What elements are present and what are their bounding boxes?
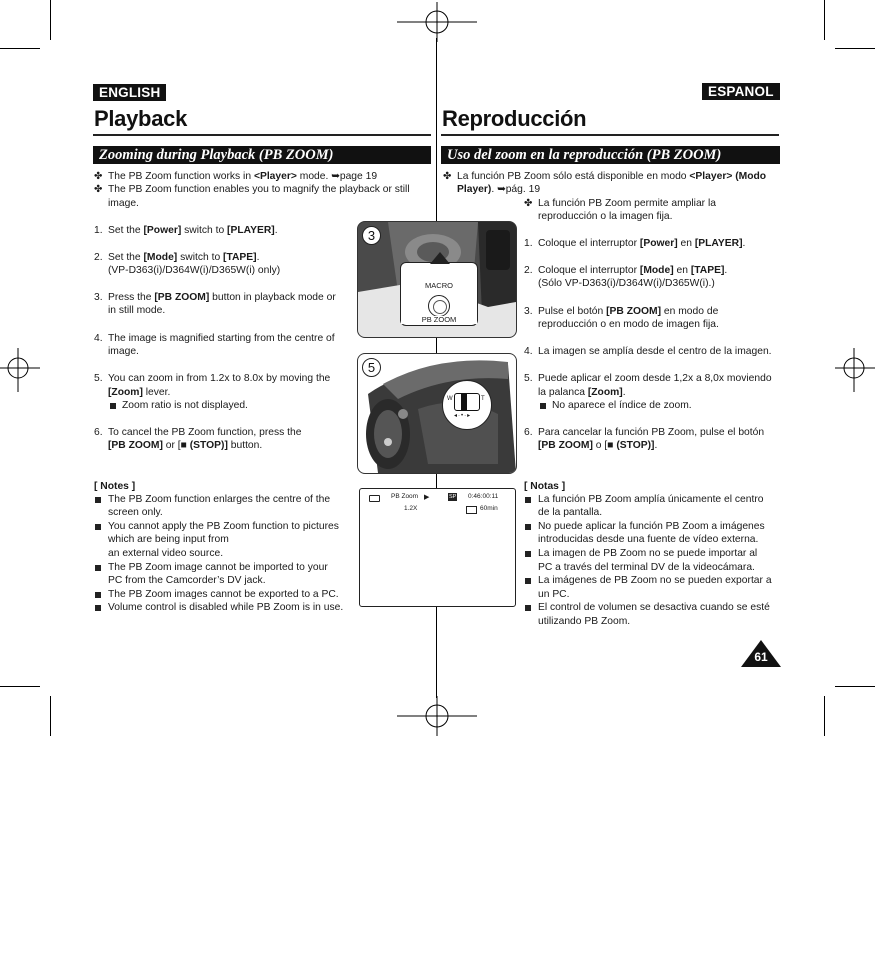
crop-mark: [0, 686, 40, 687]
note-text: La imágenes de PB Zoom no se pueden exportar a: [538, 575, 772, 586]
battery-icon: [369, 495, 380, 502]
note-text: an external video source.: [108, 548, 224, 559]
step-text: The image is magnified starting from the centre of: [108, 333, 335, 344]
figure-3-camcorder-buttons: [357, 221, 517, 338]
step-text: Coloque el interruptor [Power] en [PLAYER].: [538, 238, 746, 249]
step-text: Set the [Mode] switch to [TAPE].: [108, 252, 260, 263]
step-text: in still mode.: [108, 305, 166, 316]
intro-line: The PB Zoom function works in <Player> mode. ➥page 19: [108, 171, 378, 182]
note-text: La imagen de PB Zoom no se puede importar al: [538, 548, 758, 559]
macro-label: MACRO: [425, 281, 453, 290]
step-text: La imagen se amplía desde el centro de la imagen.: [538, 346, 772, 357]
step-subnote: Zoom ratio is not displayed.: [122, 400, 248, 411]
square-bullet-icon: [525, 524, 531, 530]
note-text: de la pantalla.: [538, 507, 603, 518]
intro-line: La función PB Zoom permite ampliar la: [538, 198, 716, 209]
step-text: Press the [PB ZOOM] button in playback mode or: [108, 292, 336, 303]
callout-pointer: [430, 252, 450, 264]
note-text: The PB Zoom image cannot be imported to your: [108, 562, 328, 573]
language-badge-english: ENGLISH: [93, 84, 166, 101]
registration-mark-top: [397, 2, 477, 42]
zoom-lever-icon: [454, 393, 480, 411]
step-text: Para cancelar la función PB Zoom, pulse el botón: [538, 427, 765, 438]
button-callout: [400, 262, 478, 326]
play-icon: ▶: [424, 494, 430, 501]
step-text: You can zoom in from 1.2x to 8.0x by moving the: [108, 373, 331, 384]
square-bullet-icon: [525, 497, 531, 503]
note-text: The PB Zoom images cannot be exported to a PC.: [108, 589, 339, 600]
note-text: utilizando PB Zoom.: [538, 616, 631, 627]
section-title-spanish: Uso del zoom en la reproducción (PB ZOOM): [441, 146, 780, 164]
step-text: (VP-D363(i)/D364W(i)/D365W(i) only): [108, 265, 281, 276]
square-bullet-icon: [540, 403, 546, 409]
step-text: Puede aplicar el zoom desde 1,2x a 8,0x moviendo: [538, 373, 772, 384]
crop-mark: [835, 48, 875, 49]
section-title-english: Zooming during Playback (PB ZOOM): [93, 146, 431, 164]
square-bullet-icon: [95, 605, 101, 611]
step-text: Pulse el botón [PB ZOOM] en modo de: [538, 306, 719, 317]
crop-mark: [824, 0, 825, 40]
square-bullet-icon: [110, 403, 116, 409]
crop-mark: [50, 0, 51, 40]
step-text: To cancel the PB Zoom function, press the: [108, 427, 302, 438]
intro-line: reproducción o la imagen fija.: [538, 211, 673, 222]
step-text: [Zoom] lever.: [108, 387, 171, 398]
step-number: 2.: [94, 252, 103, 263]
crop-mark: [835, 686, 875, 687]
step-text: la palanca [Zoom].: [538, 387, 626, 398]
remaining-time: 60min: [480, 505, 498, 512]
registration-mark-bottom: [397, 696, 477, 736]
sp-badge: SP: [449, 494, 457, 500]
pb-zoom-indicator: PB Zoom: [391, 493, 419, 500]
timecode: 0:46:00:11: [468, 493, 499, 500]
step-number: 4.: [524, 346, 533, 357]
figure-number-3: 3: [362, 226, 381, 245]
note-text: La función PB Zoom amplía únicamente el centro: [538, 494, 764, 505]
note-text: PC a través del terminal DV de la videocámara.: [538, 562, 755, 573]
notes-heading: [ Notes ]: [94, 481, 136, 492]
language-badge-espanol: ESPANOL: [702, 83, 780, 100]
figure-5-zoom-lever: [357, 353, 517, 474]
pb-zoom-label: PB ZOOM: [401, 316, 477, 324]
crop-mark: [0, 48, 40, 49]
square-bullet-icon: [525, 605, 531, 611]
note-text: The PB Zoom function enlarges the centre of the: [108, 494, 331, 505]
step-number: 5.: [94, 373, 103, 384]
step-number: 2.: [524, 265, 533, 276]
notes-heading: [ Notas ]: [524, 481, 566, 492]
step-number: 1.: [524, 238, 533, 249]
cross-bullet-icon: ✤: [524, 198, 533, 209]
step-number: 3.: [524, 306, 533, 317]
note-text: introducidas desde una fuente de vídeo externa.: [538, 534, 759, 545]
square-bullet-icon: [525, 578, 531, 584]
step-number: 1.: [94, 225, 103, 236]
cross-bullet-icon: ✤: [443, 171, 452, 182]
title-rule-right: [441, 134, 779, 136]
square-bullet-icon: [525, 551, 531, 557]
step-number: 5.: [524, 373, 533, 384]
step-text: Set the [Power] switch to [PLAYER].: [108, 225, 278, 236]
page-title-spanish: Reproducción: [442, 106, 587, 131]
cross-bullet-icon: ✤: [94, 184, 103, 195]
crop-mark: [824, 696, 825, 736]
title-rule-left: [93, 134, 431, 136]
note-text: Volume control is disabled while PB Zoom is in use.: [108, 602, 344, 613]
step-text: [PB ZOOM] or [■ (STOP)] button.: [108, 440, 263, 451]
lcd-display: [359, 488, 516, 607]
step-number: 3.: [94, 292, 103, 303]
step-number: 6.: [524, 427, 533, 438]
step-text: [PB ZOOM] o [■ (STOP)].: [538, 440, 658, 451]
square-bullet-icon: [95, 524, 101, 530]
intro-line: Player). ➥pág. 19: [457, 184, 541, 195]
zoom-ratio: 1.2X: [404, 505, 418, 512]
step-text: reproducción o en modo de imagen fija.: [538, 319, 719, 330]
step-subnote: No aparece el índice de zoom.: [552, 400, 692, 411]
note-text: No puede aplicar la función PB Zoom a imágenes: [538, 521, 765, 532]
intro-line: The PB Zoom function enables you to magnify the playback or still: [108, 184, 410, 195]
page-title-english: Playback: [94, 106, 188, 131]
step-number: 4.: [94, 333, 103, 344]
square-bullet-icon: [95, 497, 101, 503]
intro-line: image.: [108, 198, 139, 209]
zoom-lever-callout: W T ◂·•·▸: [442, 380, 492, 430]
cross-bullet-icon: ✤: [94, 171, 103, 182]
registration-mark-left: [0, 348, 40, 392]
square-bullet-icon: [95, 592, 101, 598]
pb-zoom-button-icon: [428, 295, 450, 317]
note-text: screen only.: [108, 507, 163, 518]
note-text: You cannot apply the PB Zoom function to pictures: [108, 521, 339, 532]
note-text: un PC.: [538, 589, 570, 600]
note-text: PC from the Camcorder’s DV jack.: [108, 575, 266, 586]
registration-mark-right: [835, 348, 875, 392]
figure-number-5: 5: [362, 358, 381, 377]
tape-icon: [466, 506, 477, 514]
step-text: Coloque el interruptor [Mode] en [TAPE].: [538, 265, 728, 276]
step-number: 6.: [94, 427, 103, 438]
note-text: which are being input from: [108, 534, 229, 545]
square-bullet-icon: [95, 565, 101, 571]
intro-line: La función PB Zoom sólo está disponible en modo <Player> (Modo: [457, 171, 767, 182]
camcorder-zoom-illustration: [358, 354, 516, 473]
page-number: 61: [754, 650, 768, 664]
note-text: El control de volumen se desactiva cuando se esté: [538, 602, 770, 613]
step-text: (Sólo VP-D363(i)/D364W(i)/D365W(i).): [538, 278, 715, 289]
crop-mark: [50, 696, 51, 736]
step-text: image.: [108, 346, 139, 357]
